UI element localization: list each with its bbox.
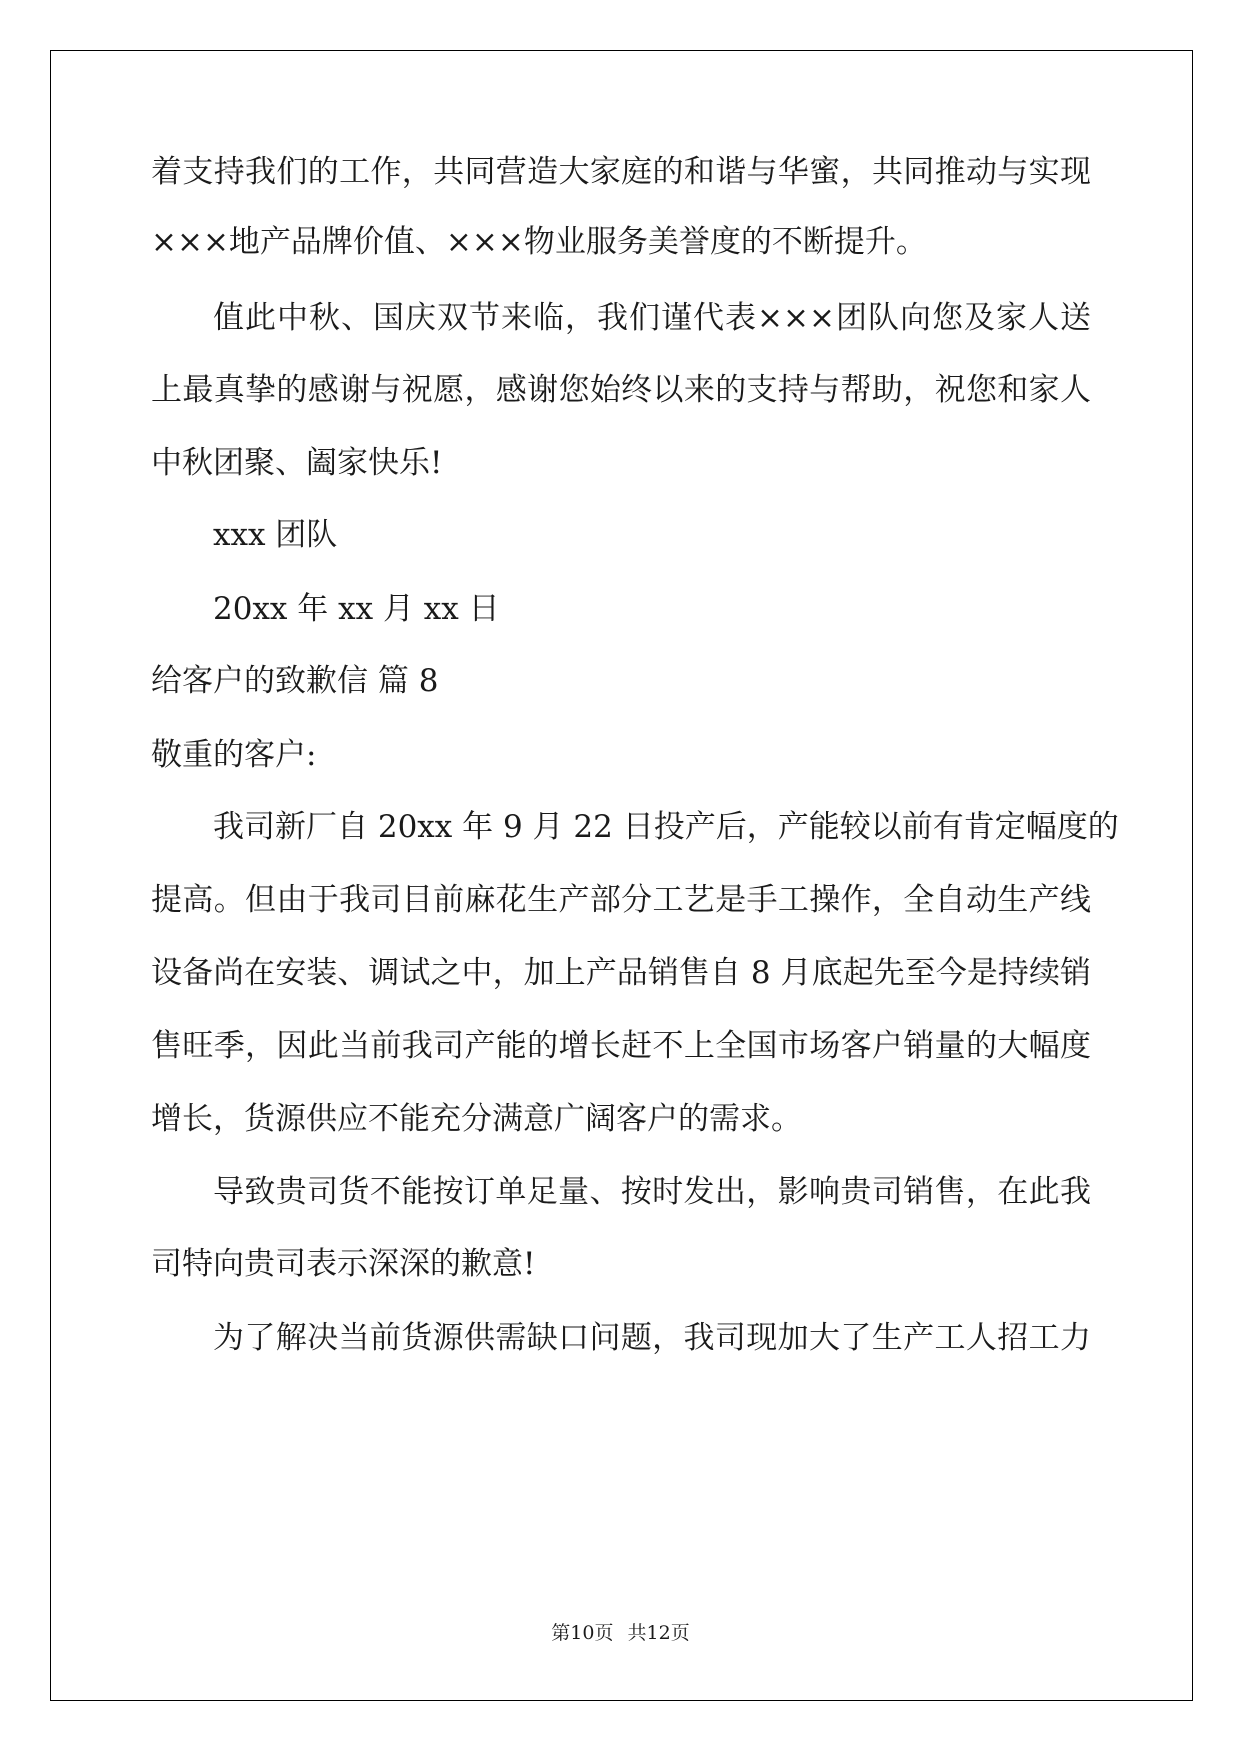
paragraph-line: ×××地产品牌价值、×××物业服务美誉度的不断提升。 [151,224,927,260]
paragraph-line: 上最真挚的感谢与祝愿，感谢您始终以来的支持与帮助，祝您和家人 [151,372,1091,408]
paragraph-line: 售旺季，因此当前我司产能的增长赶不上全国市场客户销量的大幅度 [151,1028,1091,1064]
paragraph-line: 值此中秋、国庆双节来临，我们谨代表×××团队向您及家人送 [213,300,1091,336]
paragraph-line: 提高。但由于我司目前麻花生产部分工艺是手工操作，全自动生产线 [151,882,1091,918]
salutation: 敬重的客户: [151,737,317,773]
paragraph-line: 导致贵司货不能按订单足量、按时发出，影响贵司销售，在此我 [213,1174,1091,1210]
section-heading: 给客户的致歉信 篇 8 [151,663,439,699]
paragraph-line: 中秋团聚、阖家快乐! [151,445,443,481]
page-number: 第10页 [551,1622,614,1644]
paragraph-line: 为了解决当前货源供需缺口问题，我司现加大了生产工人招工力 [213,1320,1091,1356]
page-total: 共12页 [627,1622,690,1644]
paragraph-line: 着支持我们的工作，共同营造大家庭的和谐与华蜜，共同推动与实现 [151,154,1091,190]
paragraph-line: 增长，货源供应不能充分满意广阔客户的需求。 [151,1101,802,1137]
paragraph-line: 司特向贵司表示深深的歉意! [151,1246,536,1282]
page-footer [0,1618,1241,1645]
signature-date: 20xx 年 xx 月 xx 日 [213,591,500,627]
signature-team: xxx 团队 [213,517,338,553]
paragraph-line: 我司新厂自 20xx 年 9 月 22 日投产后，产能较以前有肯定幅度的 [213,809,1119,845]
paragraph-line: 设备尚在安装、调试之中，加上产品销售自 8 月底起先至今是持续销 [151,955,1091,991]
